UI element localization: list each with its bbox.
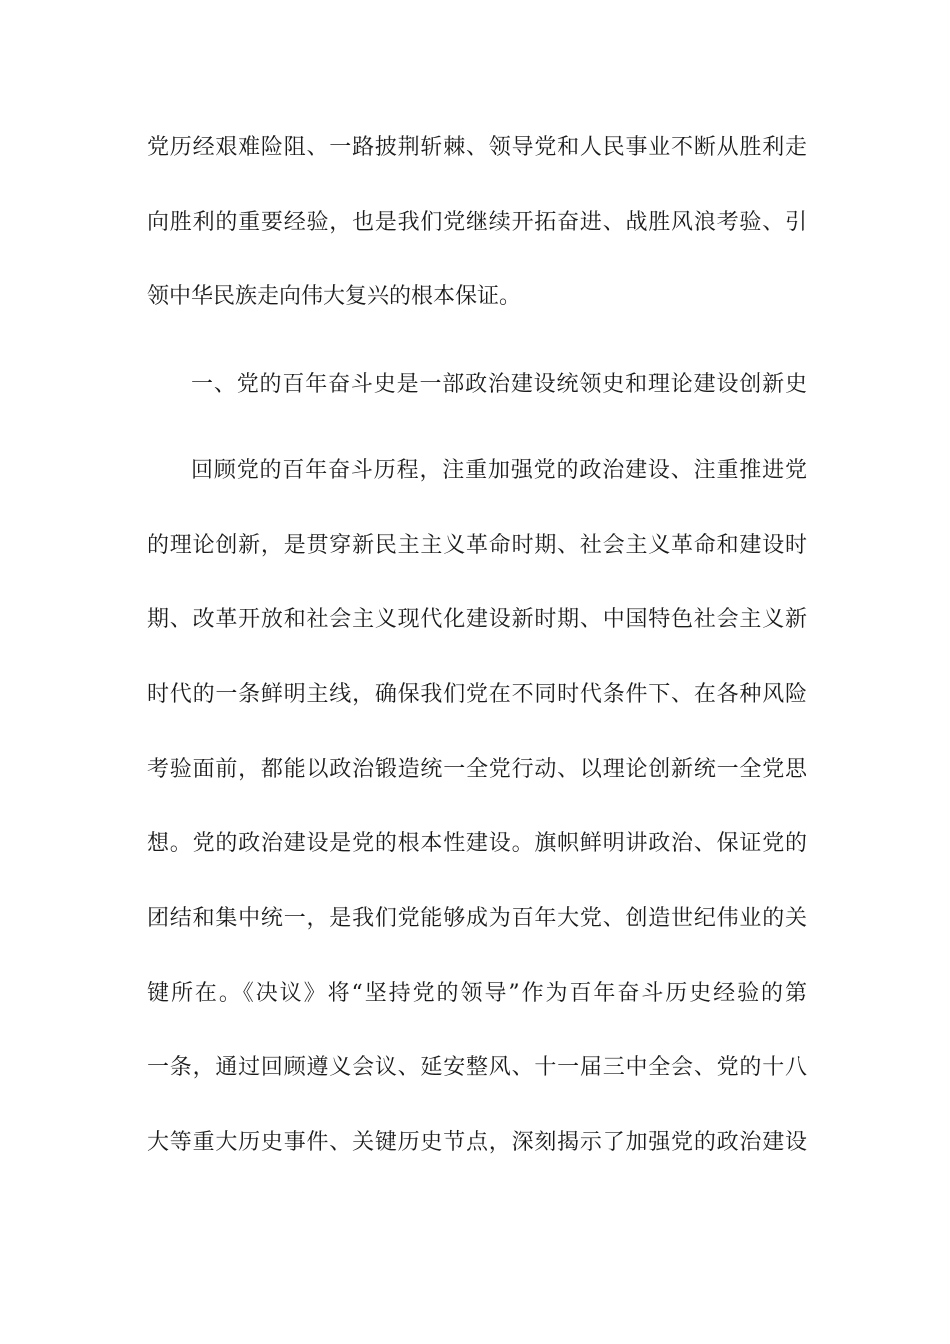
text-line: 的理论创新，是贯穿新民主主义革命时期、社会主义革命和建设时 <box>147 533 807 558</box>
text-line: 向胜利的重要经验，也是我们党继续开拓奋进、战胜风浪考验、引 <box>147 210 807 235</box>
text-line: 考验面前，都能以政治锻造统一全党行动、以理论创新统一全党思 <box>147 757 807 782</box>
text-line: 党历经艰难险阻、一路披荆斩棘、领导党和人民事业不断从胜利走 <box>147 135 807 160</box>
text-line: 键所在。《决议》将“坚持党的领导”作为百年奋斗历史经验的第 <box>147 981 807 1006</box>
text-line: 团结和集中统一，是我们党能够成为百年大党、创造世纪伟业的关 <box>147 906 807 931</box>
text-line: 领中华民族走向伟大复兴的根本保证。 <box>147 284 522 309</box>
text-line: 时代的一条鲜明主线，确保我们党在不同时代条件下、在各种风险 <box>147 682 807 707</box>
text-line: 回顾党的百年奋斗历程，注重加强党的政治建设、注重推进党 <box>191 458 807 483</box>
text-line: 一条，通过回顾遵义会议、延安整风、十一届三中全会、党的十八 <box>147 1055 807 1080</box>
text-line: 想。党的政治建设是党的根本性建设。旗帜鲜明讲政治、保证党的 <box>147 831 807 856</box>
text-line: 期、改革开放和社会主义现代化建设新时期、中国特色社会主义新 <box>147 607 807 632</box>
section-heading: 一、党的百年奋斗史是一部政治建设统领史和理论建设创新史 <box>191 372 807 397</box>
text-line: 大等重大历史事件、关键历史节点，深刻揭示了加强党的政治建设 <box>147 1130 807 1155</box>
